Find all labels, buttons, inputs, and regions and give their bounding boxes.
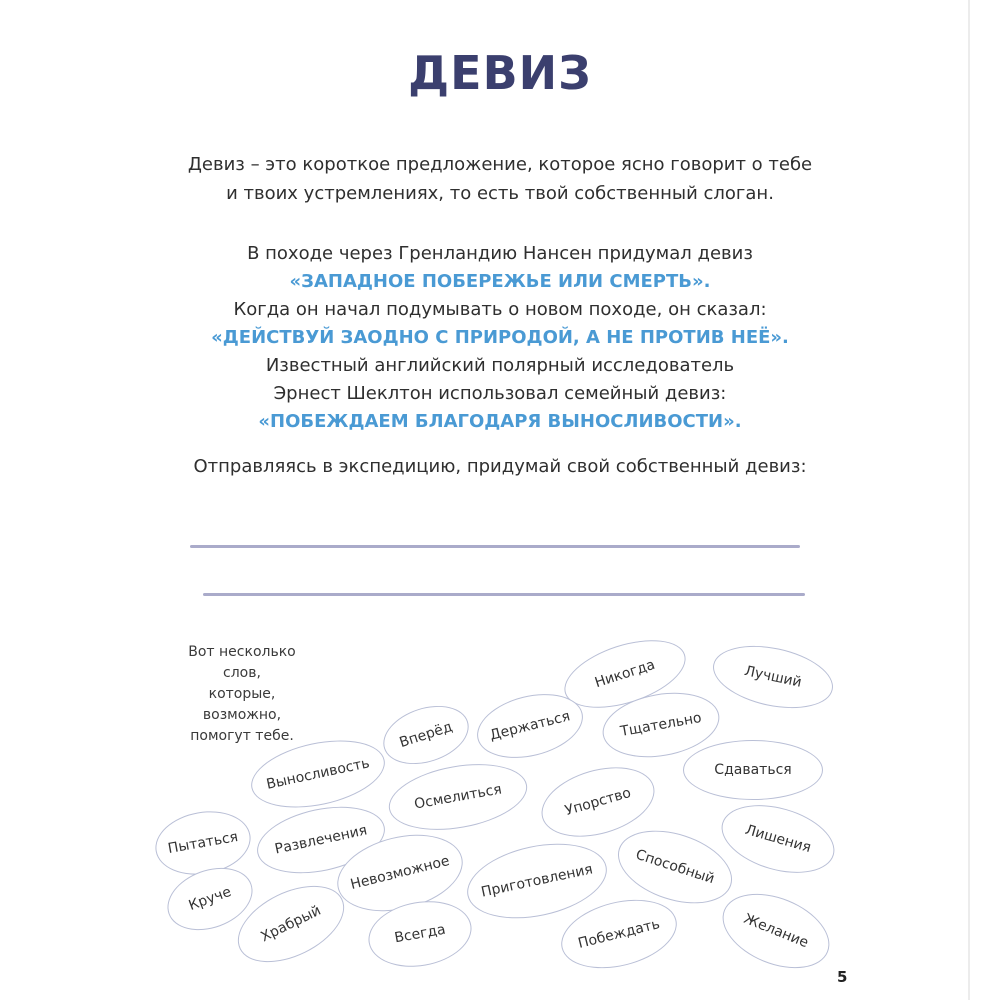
word-bubble-prigotovleniya: Приготовления <box>460 832 613 930</box>
word-bubble-osmelitsya: Осмелиться <box>384 754 533 839</box>
word-bubble-luchshiy: Лучший <box>707 636 838 718</box>
intro-line: Девиз – это короткое предложение, которое ясно говорит о тебе <box>187 154 813 175</box>
hint-line: помогут тебе. <box>190 728 294 744</box>
writing-line[interactable] <box>190 545 800 548</box>
word-bubble-vperyod: Вперёд <box>376 696 476 775</box>
word-bubble-derzhatsya: Держаться <box>470 684 589 768</box>
word-bubble-razvlecheniya: Развлечения <box>251 796 391 884</box>
word-bubble-vsegda: Всегда <box>363 893 477 974</box>
word-bubble-pytatsya: Пытаться <box>150 804 255 882</box>
story-paragraph <box>100 240 900 436</box>
story-line: В походе через Гренландию Нансен придумал девиз <box>247 243 753 264</box>
page-number: 5 <box>837 968 848 986</box>
word-bubble-uporstvo: Упорство <box>533 755 662 848</box>
word-bubble-nevozmozhnoe: Невозможное <box>329 823 471 924</box>
motto-shackleton: «ПОБЕЖДАЕМ БЛАГОДАРЯ ВЫНОСЛИВОСТИ». <box>258 411 742 432</box>
page-title: ДЕВИЗ <box>408 46 592 100</box>
word-bubble-khrabryy: Храбрый <box>226 870 357 977</box>
story-line: Эрнест Шеклтон использовал семейный девиз: <box>273 383 727 404</box>
hint-line: которые, возможно, <box>202 686 282 723</box>
word-bubble-sdavatsya: Сдаваться <box>683 740 823 800</box>
word-bubble-tshchatelno: Тщательно <box>598 684 725 766</box>
word-bubble-pobezhdat: Побеждать <box>554 889 684 980</box>
word-bubble-sposobnyy: Способный <box>609 817 742 916</box>
word-bubble-zhelanie: Желание <box>712 879 841 982</box>
motto-prompt: Отправляясь в экспедицию, придумай свой собственный девиз: <box>193 456 807 477</box>
story-line: Когда он начал подумывать о новом походе, он сказал: <box>233 299 767 320</box>
word-bubble-nikogda: Никогда <box>556 627 694 721</box>
motto-nansen-1: «ЗАПАДНОЕ ПОБЕРЕЖЬЕ ИЛИ СМЕРТЬ». <box>289 271 711 292</box>
intro-paragraph <box>100 150 900 208</box>
motto-nansen-2: «ДЕЙСТВУЙ ЗАОДНО С ПРИРОДОЙ, А НЕ ПРОТИВ НЕЁ». <box>211 327 789 348</box>
word-bubble-lisheniya: Лишения <box>714 793 843 885</box>
writing-line[interactable] <box>203 593 805 596</box>
intro-line: и твоих устремлениях, то есть твой собственный слоган. <box>226 183 774 204</box>
word-bubble-vynoslivost: Выносливость <box>245 730 391 819</box>
word-bubble-kruche: Круче <box>159 857 262 942</box>
word-hint <box>172 642 312 747</box>
hint-line: Вот несколько слов, <box>188 644 296 681</box>
story-line: Известный английский полярный исследователь <box>265 355 735 376</box>
page-edge <box>968 0 970 1000</box>
